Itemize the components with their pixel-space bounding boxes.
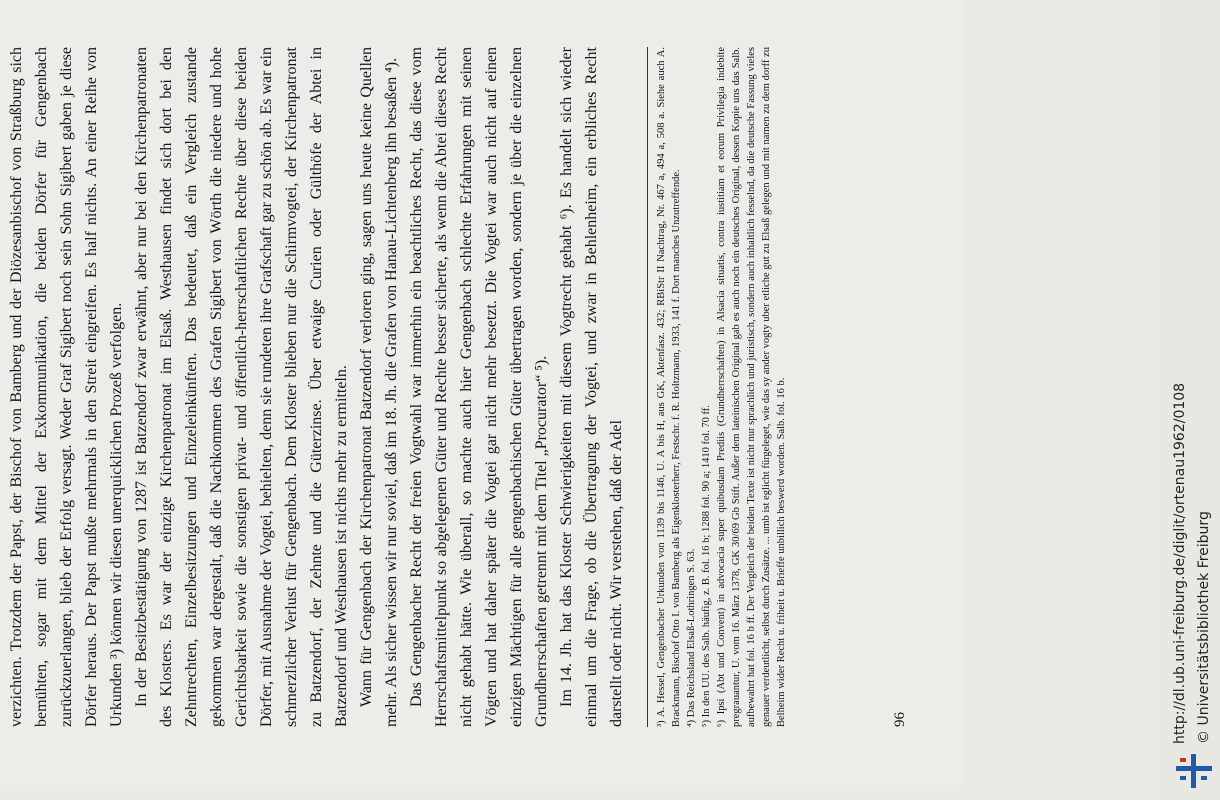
footnotes (647, 47, 789, 727)
paragraph-1: verzichten. Trotzdem der Papst, der Bischof von Bamberg und der Diözesanbischof von Straßburg sich bemühten, sogar mit dem Mittel der Exkommunikation, die beiden Dörfer für Gengenbach zurückzuerlangen, blieb der Erfolg versagt. Weder Graf Sigibert noch sein Sohn Sigibert gaben je diese Dörfer heraus. Der Papst mußte mehrmals in den Streit eingreifen. Es half nichts. An einer Reihe von Urkunden ³) können wir diesen unerquicklichen Prozeß verfolgen. (8, 47, 125, 727)
footnote-4: ⁴) Das Reichsland Elsaß-Lothringen S. 63. (686, 548, 697, 727)
ub-freiburg-logo-icon (1172, 748, 1216, 792)
watermark-url-link[interactable]: http://dl.ub.uni-freiburg.de/diglit/ortenau1962/0108 (1172, 382, 1188, 744)
page-number: 96 (892, 712, 908, 727)
page-content (0, 47, 909, 727)
paragraph-5: Im 14. Jh. hat das Kloster Schwierigkeiten mit diesem Vogtrecht gehabt ⁶). Es handelt sich wieder einmal um die Frage, ob die Übertragung der Vogtei, und zwar in Behlenheim, ein erbliches Recht darstellt oder nicht. Wir verstehen, daß der Adel (558, 47, 625, 727)
footnote-3: ³) A. Hessel, Gengenbacher Urkunden von 1139 bis 1146, U. A bis H, aus GK, Aktenfasz. 432; RBiStr II Nachtrag, Nr. 467 a, 494 a, 508 a. Siehe auch A. Brackmann, Bischof Otto I. von Bamberg als Eigenklosterherr, Festschr. f. R. Holtzmann, 1933, 141 f. Dort manches Unzutreffende. (656, 47, 682, 727)
footnote-5: ⁵) In den UU. des Salb. häufig, z. B. fol. 16 b; 1288 fol. 90 a; 1410 fol. 70 ff. (701, 405, 712, 727)
body-text (0, 47, 629, 727)
footnote-6: ⁶) Ipsi (Abt und Convent) in advocacia super quibusdam Prediis (Grundherrschaften) in Alsacia situatis, contra iustitiam et eorum Privilegia indebite pregrauantur, U. vom 16. März 1378, GK 30/69 Gb Stift. Außer dem lateinischen Original gab es auch noch ein deutsches Original, dessen Kopie uns das Salb. aufbewahrt hat fol. 16 b ff. Der Vergleich der beiden Texte ist nicht nur sprachlich und juristisch, sondern auch inhaltlich fesselnd, da die deutsche Fassung vieles genauer verdeutlicht, selbst durch Zusätze. ... umb ist eglicht fürgeleget, wie das sy ander vogty uber etliche gut zu Elsaß gelegen und mit namen zu dem dorff zu Belheim wider Recht u. friheit u. Brieffe unbillich beswerd worden. Salb. fol. 16 b. (716, 47, 787, 727)
watermark-copyright: © Universitätsbibliothek Freiburg (1196, 511, 1212, 744)
paragraph-3: Wann für Gengenbach der Kirchenpatronat Batzendorf verloren ging, sagen uns heute keine Quellen mehr. Als sicher wissen wir nur soviel, daß im 18. Jh. die Grafen von Hanau-Lichtenberg ihn besaßen ⁴). (358, 47, 400, 727)
paragraph-2: In der Besitzbestätigung von 1287 ist Batzendorf zwar erwähnt, aber nur bei den Kirchenpatronaten des Klosters. Es war der einzige Kirchenpatronat im Elsaß. Westhausen findet sich dort bei den Zehntrechten, Einzelbesitzungen und Einzeleinkünften. Das bedeutet, daß ein Vergleich zustande gekommen war dergestalt, daß die Nachkommen des Grafen Sigibert von Wörth die niedere und hohe Gerichtsbarkeit sowie die sonstigen privat- und öffentlich-herrschaftlichen Rechte über diese beiden Dörfer, mit Ausnahme der Vogtei, behielten, denn sie rundeten ihre Grafschaft gar zu schön ab. Es war ein schmerzlicher Verlust für Gengenbach. Dem Kloster blieben nur die Schirmvogtei, der Kirchenpatronat zu Batzendorf, der Zehnte und die Güterzinse. Über etwaige Curien oder Gülthöfe der Abtei in Batzendorf und Westhausen ist nichts mehr zu ermitteln. (133, 47, 350, 727)
paragraph-4: Das Gengenbacher Recht der freien Vogtwahl war immerhin ein beachtliches Recht, das diese vom Herrschaftsmittelpunkt so abgelegenen Güter und Rechte besser sicherte, als wenn die Abtei dieses Recht nicht gehabt hätte. Wie überall, so machte auch hier Gengenbach schlechte Erfahrungen mit seinen Vögten und hat daher später die Vogtei gar nicht mehr besetzt. Die Vogtei war auch nicht auf einen einzigen Mächtigen für alle gengenbachischen Güter übertragen worden, sondern je über die einzelnen Grundherrschaften getrennt mit dem Titel „Procurator“ ⁵). (408, 47, 550, 727)
